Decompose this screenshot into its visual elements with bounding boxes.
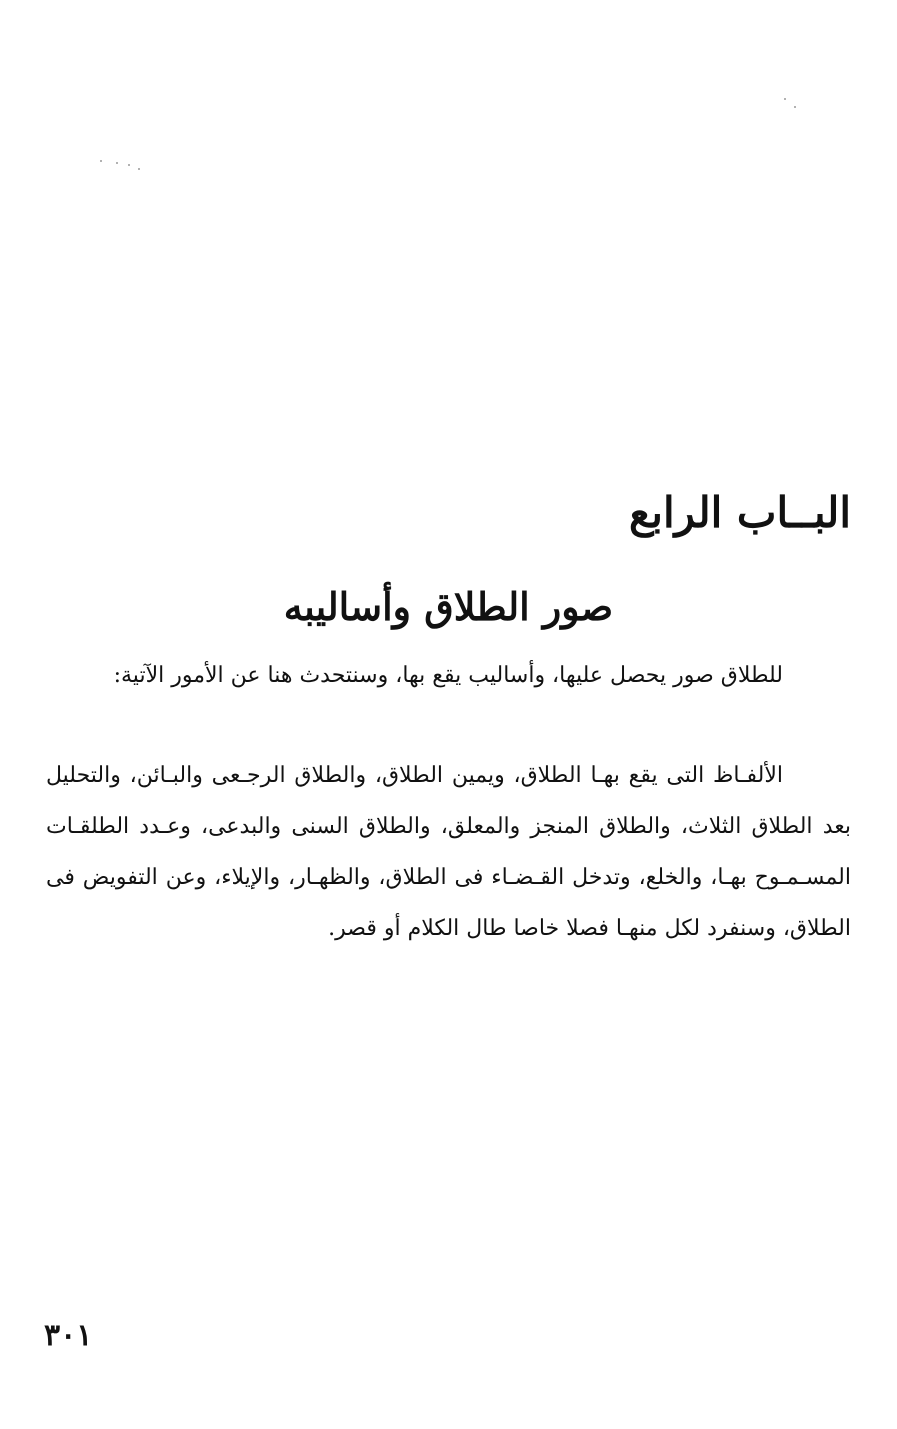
scan-speck — [116, 162, 118, 164]
page-number: ٣٠١ — [44, 1318, 93, 1353]
scan-speck — [138, 168, 140, 170]
scan-speck — [784, 98, 786, 100]
topics-paragraph: الألفـاظ التى يقع بهـا الطلاق، ويمين الطلاق، والطلاق الرجـعى والبـائن، والتحليل بعد الطلاق الثلاث، والطلاق المنجز والمعلق، والطلاق السنى والبدعى، وعـدد الطلقـات المسـمـوح بهـا، والخلع، وتدخل القـضـاء فى الطلاق، والظهـار، والإيلاء، وعن التفويض فى الطلاق، وسنفرد لكل منهـا فصلا خاصا طال الكلام أو قصر. — [46, 763, 851, 941]
intro-paragraph: للطلاق صور يحصل عليها، وأساليب يقع بها، وسنتحدث هنا عن الأمور الآتية: — [113, 663, 783, 688]
scan-speck — [128, 164, 130, 166]
chapter-title: البــاب الرابع — [628, 488, 851, 537]
scan-speck — [794, 106, 796, 108]
section-title: صور الطلاق وأساليبه — [283, 584, 614, 629]
scan-speck — [100, 160, 102, 162]
